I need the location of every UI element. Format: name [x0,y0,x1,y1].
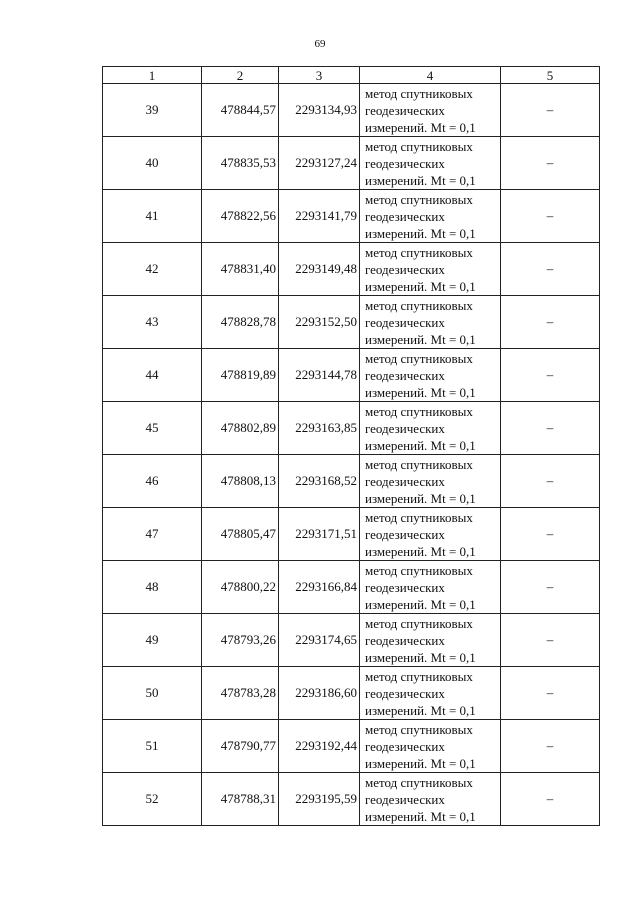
table-row [103,720,600,773]
method-cell [360,349,501,402]
method-line-2: геодезических [365,420,445,436]
method-line-1: метод спутниковых [365,85,473,101]
description-cell: – [501,561,600,614]
table-row [103,402,600,455]
y-coordinate-cell: 2293141,79 [279,190,360,243]
method-line-1: метод спутниковых [365,509,473,525]
table-header-row [103,67,600,84]
method-line-3: измерений. Mt = 0,1 [365,119,476,135]
point-number-cell: 51 [103,720,202,773]
method-cell [360,508,501,561]
table-row [103,561,600,614]
method-line-3: измерений. Mt = 0,1 [365,543,476,559]
x-coordinate-cell: 478835,53 [202,137,279,190]
method-cell [360,667,501,720]
method-line-2: геодезических [365,473,445,489]
method-cell [360,773,501,826]
x-coordinate-cell: 478828,78 [202,296,279,349]
method-line-3: измерений. Mt = 0,1 [365,331,476,347]
table-row [103,508,600,561]
method-cell [360,243,501,296]
method-line-3: измерений. Mt = 0,1 [365,702,476,718]
method-line-3: измерений. Mt = 0,1 [365,437,476,453]
method-cell [360,614,501,667]
y-coordinate-cell: 2293174,65 [279,614,360,667]
method-cell [360,561,501,614]
method-line-2: геодезических [365,261,445,277]
method-cell [360,402,501,455]
y-coordinate-cell: 2293152,50 [279,296,360,349]
y-coordinate-cell: 2293195,59 [279,773,360,826]
method-line-1: метод спутниковых [365,668,473,684]
x-coordinate-cell: 478819,89 [202,349,279,402]
method-line-2: геодезических [365,155,445,171]
x-coordinate-cell: 478788,31 [202,773,279,826]
description-cell: – [501,137,600,190]
x-coordinate-cell: 478793,26 [202,614,279,667]
method-cell [360,84,501,137]
y-coordinate-cell: 2293186,60 [279,667,360,720]
point-number-cell: 39 [103,84,202,137]
description-cell: – [501,349,600,402]
method-line-2: геодезических [365,367,445,383]
point-number-cell: 42 [103,243,202,296]
method-cell [360,455,501,508]
y-coordinate-cell: 2293149,48 [279,243,360,296]
point-number-cell: 46 [103,455,202,508]
method-line-1: метод спутниковых [365,456,473,472]
y-coordinate-cell: 2293163,85 [279,402,360,455]
method-line-1: метод спутниковых [365,721,473,737]
method-line-3: измерений. Mt = 0,1 [365,596,476,612]
point-number-cell: 47 [103,508,202,561]
method-line-3: измерений. Mt = 0,1 [365,278,476,294]
description-cell: – [501,84,600,137]
method-line-3: измерений. Mt = 0,1 [365,808,476,824]
point-number-cell: 49 [103,614,202,667]
point-number-cell: 50 [103,667,202,720]
x-coordinate-cell: 478802,89 [202,402,279,455]
point-number-cell: 44 [103,349,202,402]
method-line-2: геодезических [365,102,445,118]
table-row [103,773,600,826]
method-line-2: геодезических [365,791,445,807]
y-coordinate-cell: 2293144,78 [279,349,360,402]
method-line-2: геодезических [365,685,445,701]
table-row [103,190,600,243]
description-cell: – [501,614,600,667]
method-line-1: метод спутниковых [365,191,473,207]
method-line-2: геодезических [365,526,445,542]
x-coordinate-cell: 478822,56 [202,190,279,243]
table-row [103,349,600,402]
method-line-1: метод спутниковых [365,615,473,631]
method-line-2: геодезических [365,314,445,330]
description-cell: – [501,773,600,826]
point-number-cell: 45 [103,402,202,455]
x-coordinate-cell: 478790,77 [202,720,279,773]
description-cell: – [501,667,600,720]
method-line-3: измерений. Mt = 0,1 [365,384,476,400]
method-line-2: геодезических [365,738,445,754]
method-line-1: метод спутниковых [365,297,473,313]
header-col-1: 1 [103,67,202,84]
method-line-3: измерений. Mt = 0,1 [365,649,476,665]
point-number-cell: 48 [103,561,202,614]
y-coordinate-cell: 2293166,84 [279,561,360,614]
page-number: 69 [314,38,326,50]
method-line-3: измерений. Mt = 0,1 [365,755,476,771]
table-row [103,243,600,296]
header-col-4: 4 [360,67,501,84]
description-cell: – [501,720,600,773]
description-cell: – [501,402,600,455]
method-line-1: метод спутниковых [365,350,473,366]
y-coordinate-cell: 2293127,24 [279,137,360,190]
y-coordinate-cell: 2293134,93 [279,84,360,137]
x-coordinate-cell: 478783,28 [202,667,279,720]
description-cell: – [501,455,600,508]
method-line-3: измерений. Mt = 0,1 [365,225,476,241]
description-cell: – [501,508,600,561]
method-cell [360,720,501,773]
table-row [103,614,600,667]
method-line-2: геодезических [365,632,445,648]
x-coordinate-cell: 478831,40 [202,243,279,296]
table-row [103,455,600,508]
method-cell [360,296,501,349]
y-coordinate-cell: 2293171,51 [279,508,360,561]
method-line-2: геодезических [365,208,445,224]
y-coordinate-cell: 2293168,52 [279,455,360,508]
x-coordinate-cell: 478805,47 [202,508,279,561]
table-row [103,667,600,720]
method-line-1: метод спутниковых [365,403,473,419]
header-col-2: 2 [202,67,279,84]
point-number-cell: 52 [103,773,202,826]
y-coordinate-cell: 2293192,44 [279,720,360,773]
method-line-1: метод спутниковых [365,244,473,260]
coordinates-table [102,66,600,826]
method-line-2: геодезических [365,579,445,595]
point-number-cell: 40 [103,137,202,190]
method-line-3: измерений. Mt = 0,1 [365,490,476,506]
x-coordinate-cell: 478844,57 [202,84,279,137]
table-body [103,84,600,826]
description-cell: – [501,243,600,296]
method-line-1: метод спутниковых [365,774,473,790]
table-row [103,137,600,190]
method-cell [360,190,501,243]
header-col-5: 5 [501,67,600,84]
method-line-3: измерений. Mt = 0,1 [365,172,476,188]
point-number-cell: 43 [103,296,202,349]
method-line-1: метод спутниковых [365,562,473,578]
header-col-3: 3 [279,67,360,84]
method-cell [360,137,501,190]
x-coordinate-cell: 478800,22 [202,561,279,614]
method-line-1: метод спутниковых [365,138,473,154]
description-cell: – [501,190,600,243]
table-row [103,296,600,349]
table-row [103,84,600,137]
x-coordinate-cell: 478808,13 [202,455,279,508]
point-number-cell: 41 [103,190,202,243]
description-cell: – [501,296,600,349]
